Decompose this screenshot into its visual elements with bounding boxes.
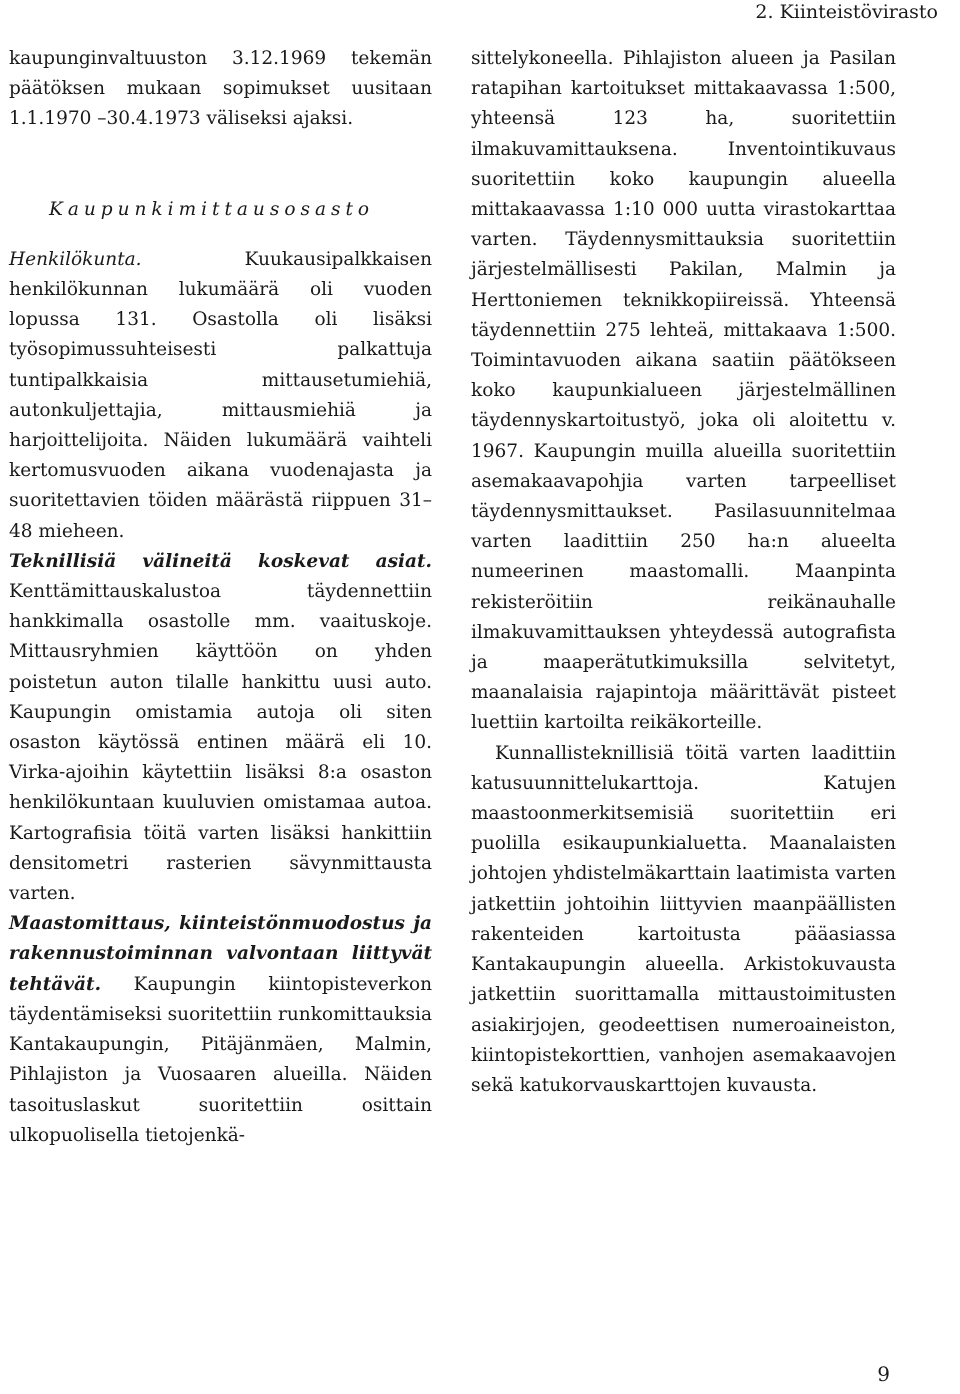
paragraph-lead: Maastomittaus, kiinteistönmuodostus ja rakennustoiminnan valvontaan liittyvät tehtävät. xyxy=(9,913,432,995)
paragraph-valineet xyxy=(9,547,432,909)
paragraph-kunnallistekniikka: Kunnallisteknillisiä töitä varten laadittiin katusuunnittelukarttoja. Katujen maastoonmerkitsemisiä suoritettiin eri puolilla esikaupunkialuetta. Maanalaisten johtojen yhdistelmäkarttain laatimista varten jatkettiin johtoihin liittyvien maanpäällisten rakenteiden kartoitusta pääasiassa Kantakaupungin alueella. Arkistokuvausta jatkettiin suorittamalla mittaustoimitusten asiakirjojen, geodeettisen numeroaineiston, kiintopistekorttien, vanhojen asemakaavojen sekä katukorvauskarttojen kuvausta. xyxy=(471,742,896,1096)
paragraph-body: Kenttämittauskalustoa täydennettiin hankkimalla osastolle mm. vaaituskoje. Mittausryhmien käyttöön on yhden poistetun auton tilalle hankittu uusi auto. Kaupungin omistamia autoja oli siten osaston käytössä entinen määrä eli 10. Virka-ajoihin käytettiin lisäksi 8:a osaston henkilökuntaan kuuluvien omistamaa autoa. Kartografisia töitä varten lisäksi hankittiin densitometri rasterien sävynmittausta varten. xyxy=(9,581,432,905)
left-column xyxy=(9,44,432,1151)
page-number: 9 xyxy=(877,1362,890,1386)
section-title: Kaupunkimittausosasto xyxy=(49,198,375,220)
running-header: 2. Kiinteistövirasto xyxy=(755,1,938,23)
paragraph-lead: Henkilökunta. xyxy=(9,248,142,270)
section-spacer xyxy=(9,225,432,245)
right-column xyxy=(471,44,896,1101)
intro-paragraph: kaupunginvaltuuston 3.12.1969 tekemän päätöksen mukaan sopimukset uusitaan 1.1.1970 –30.4.1973 väliseksi ajaksi. xyxy=(9,48,432,130)
paragraph-maastomittaus xyxy=(9,909,432,1151)
paragraph-body: Kuukausipalkkaisen henkilökunnan lukumäärä oli vuoden lopussa 131. Osastolla oli lisäksi työsopimussuhteisesti palkattuja tuntipalkkaisia mittausetumiehiä, autonkuljettajia, mittausmiehiä ja harjoittelijoita. Näiden lukumäärä vaihteli kertomusvuoden aikana vuodenajasta ja suoritettavien töiden määrästä riippuen 31–48 mieheen. xyxy=(9,248,432,542)
paragraph-lead: Teknillisiä välineitä koskevat asiat. xyxy=(9,550,432,572)
section-spacer xyxy=(9,135,432,195)
paragraph-henkilokunta xyxy=(9,245,432,547)
paragraph-body: Kaupungin kiintopisteverkon täydentämiseksi suoritettiin runkomittauksia Kantakaupungin, Pitäjänmäen, Malmin, Pihlajiston ja Vuosaaren alueilla. Näiden tasoituslaskut suoritettiin osittain ulkopuolisella tietojenkä- xyxy=(9,973,432,1146)
paragraph-continuation: sittelykoneella. Pihlajiston alueen ja Pasilan ratapihan kartoitukset mittakaavassa 1:500, yhteensä 123 ha, suoritettiin ilmakuvamittauksena. Inventointikuvaus suoritettiin koko kaupungin alueella mittakaavassa 1:10 000 uutta virastokarttaa varten. Täydennysmittauksia suoritettiin järjestelmällisesti Pakilan, Malmin ja Herttoniemen teknikkopiireissä. Yhteensä täydennettiin 275 lehteä, mittakaava 1:500. Toimintavuoden aikana saatiin päätökseen koko kaupunkialueen järjestelmällinen täydennyskartoitustyö, joka oli aloitettu v. 1967. Kaupungin muilla alueilla suoritettiin asemakaavapohjia varten tarpeelliset täydennysmittaukset. Pasilasuunnitelmaa varten laadittiin 250 ha:n alueelta numeerinen maastomalli. Maanpinta rekisteröitiin reikänauhalle ilmakuvamittauksen yhteydessä autografista ja maaperätutkimuksilla selvitetyt, maanalaisia rajapintoja määrittävät pisteet luettiin kartoilta reikäkorteille. xyxy=(471,48,896,734)
